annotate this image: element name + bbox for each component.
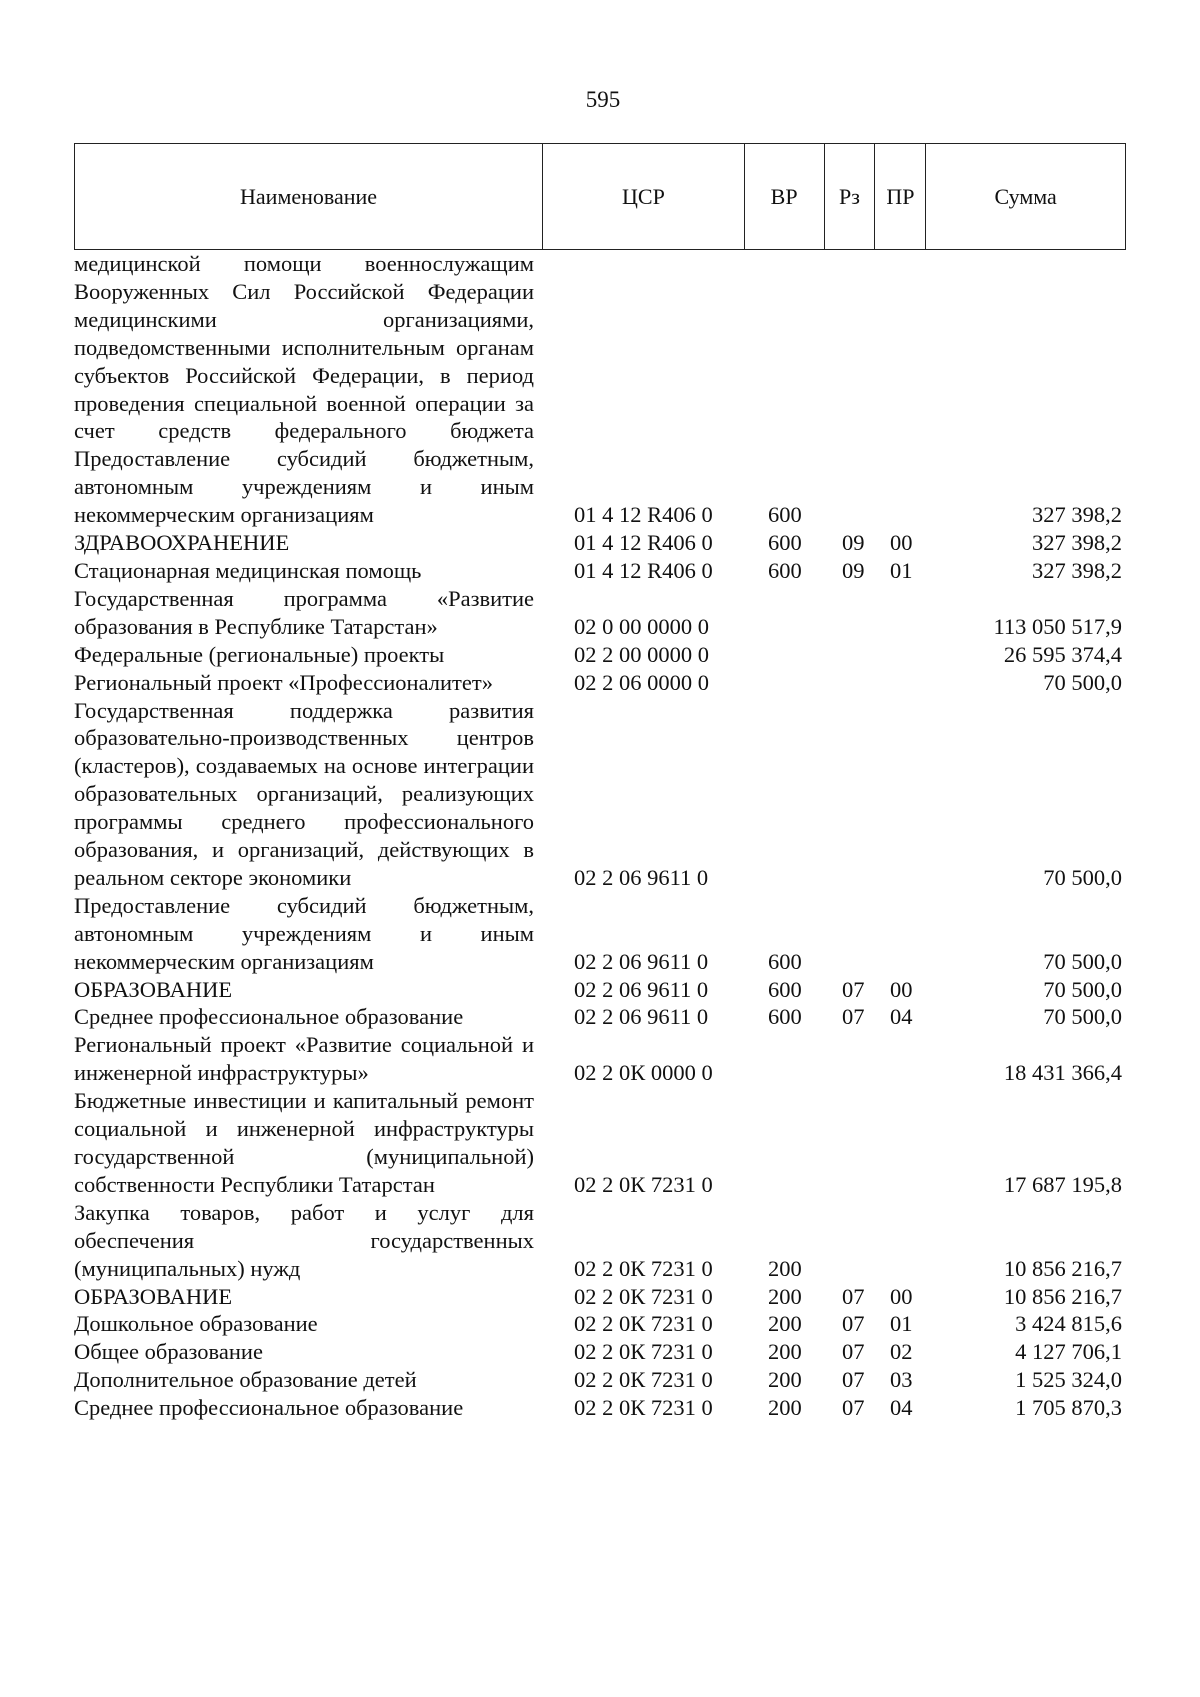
row-csr: 02 2 06 9611 0 (574, 1004, 709, 1030)
row-name: Дошкольное образование (74, 1311, 318, 1337)
row-sum: 70 500,0 (1043, 976, 1122, 1002)
row-name: медицинской помощи военнослужащим Вооруженных Сил Российской Федерации медицинскими организациями, подведомственными исполнительным органам субъектов Российской Федерации, в период проведения специальной военной операции за счет средств федерального бюджета (74, 251, 534, 444)
row-sum: 327 398,2 (1032, 502, 1122, 528)
table-row (74, 697, 1134, 892)
table-row (74, 250, 1134, 445)
table-row (74, 1310, 1134, 1338)
row-name: Среднее профессиональное образование (74, 1395, 464, 1421)
row-rz: 07 (842, 1004, 865, 1030)
row-vr: 200 (768, 1395, 802, 1421)
row-csr: 02 2 0К 7231 0 (574, 1255, 713, 1281)
row-sum: 70 500,0 (1043, 864, 1122, 890)
row-sum: 1 525 324,0 (1015, 1367, 1122, 1393)
row-name: Региональный проект «Развитие социальной и инженерной инфраструктуры» (74, 1032, 534, 1086)
table-row (74, 669, 1134, 697)
row-pr: 04 (890, 1004, 913, 1030)
row-sum: 70 500,0 (1043, 1004, 1122, 1030)
table-row (74, 641, 1134, 669)
row-csr: 02 2 0К 7231 0 (574, 1311, 713, 1337)
header-name: Наименование (75, 144, 543, 249)
row-csr: 01 4 12 R406 0 (574, 502, 713, 528)
table-row (74, 1087, 1134, 1199)
row-pr: 00 (890, 1283, 913, 1309)
row-rz: 09 (842, 530, 865, 556)
row-csr: 02 2 06 9611 0 (574, 948, 709, 974)
row-pr: 01 (890, 557, 913, 583)
row-sum: 113 050 517,9 (993, 613, 1122, 639)
row-sum: 1 705 870,3 (1015, 1395, 1122, 1421)
row-vr: 200 (768, 1283, 802, 1309)
row-name: Государственная программа «Развитие образования в Республике Татарстан» (74, 585, 534, 639)
row-csr: 02 2 00 0000 0 (574, 641, 709, 667)
table-row (74, 1394, 1134, 1422)
row-name: Предоставление субсидий бюджетным, автономным учреждениям и иным некоммерческим организациям (74, 892, 534, 974)
row-name: ОБРАЗОВАНИЕ (74, 976, 233, 1002)
row-csr: 01 4 12 R406 0 (574, 530, 713, 556)
row-sum: 10 856 216,7 (1003, 1283, 1122, 1309)
row-sum: 3 424 815,6 (1015, 1311, 1122, 1337)
row-pr: 00 (890, 976, 913, 1002)
row-pr: 03 (890, 1367, 913, 1393)
row-vr: 600 (768, 976, 802, 1002)
row-pr: 04 (890, 1395, 913, 1421)
header-rz: Рз (825, 144, 876, 249)
table-row (74, 976, 1134, 1004)
row-name: Дополнительное образование детей (74, 1367, 417, 1393)
table-row (74, 1366, 1134, 1394)
row-csr: 02 2 06 9611 0 (574, 976, 709, 1002)
header-sum: Сумма (994, 183, 1057, 209)
row-csr: 02 2 0К 7231 0 (574, 1283, 713, 1309)
table-row (74, 892, 1134, 976)
row-vr: 600 (768, 1004, 802, 1030)
row-rz: 07 (842, 1367, 865, 1393)
row-vr: 600 (768, 948, 802, 974)
row-csr: 02 2 0К 7231 0 (574, 1171, 713, 1197)
row-sum: 327 398,2 (1032, 530, 1122, 556)
row-pr: 02 (890, 1339, 913, 1365)
row-rz: 07 (842, 1339, 865, 1365)
row-name: Региональный проект «Профессионалитет» (74, 669, 493, 695)
header-pr: ПР (875, 144, 926, 249)
row-rz: 07 (842, 1283, 865, 1309)
row-name: Закупка товаров, работ и услуг для обеспечения государственных (муниципальных) нужд (74, 1199, 534, 1281)
table-row (74, 585, 1134, 641)
row-name: ЗДРАВООХРАНЕНИЕ (74, 530, 290, 556)
header-csr: ЦСР (543, 144, 745, 249)
table-row (74, 445, 1134, 529)
row-vr: 600 (768, 502, 802, 528)
table-row (74, 1283, 1134, 1311)
table-row (74, 557, 1134, 585)
row-sum: 70 500,0 (1043, 669, 1122, 695)
row-sum: 26 595 374,4 (1003, 641, 1122, 667)
row-sum: 18 431 366,4 (1003, 1060, 1122, 1086)
row-name: Предоставление субсидий бюджетным, автономным учреждениям и иным некоммерческим организациям (74, 446, 534, 528)
row-rz: 07 (842, 1395, 865, 1421)
table-row (74, 529, 1134, 557)
row-rz: 09 (842, 557, 865, 583)
row-rz: 07 (842, 1311, 865, 1337)
page-number: 595 (585, 87, 621, 112)
header-vr: ВР (745, 144, 825, 249)
row-pr: 00 (890, 530, 913, 556)
row-vr: 600 (768, 557, 802, 583)
row-csr: 02 2 06 0000 0 (574, 669, 709, 695)
row-pr: 01 (890, 1311, 913, 1337)
table-row (74, 1031, 1134, 1087)
row-name: Бюджетные инвестиции и капитальный ремонт социальной и инженерной инфраструктуры государственной (муниципальной) собственности Республики Татарстан (74, 1088, 534, 1197)
row-csr: 02 2 06 9611 0 (574, 864, 709, 890)
row-csr: 02 2 0К 0000 0 (574, 1060, 713, 1086)
row-csr: 02 2 0К 7231 0 (574, 1339, 713, 1365)
row-sum: 327 398,2 (1032, 557, 1122, 583)
row-csr: 02 2 0К 7231 0 (574, 1367, 713, 1393)
row-csr: 01 4 12 R406 0 (574, 557, 713, 583)
row-rz: 07 (842, 976, 865, 1002)
row-name: Федеральные (региональные) проекты (74, 641, 445, 667)
row-vr: 600 (768, 530, 802, 556)
row-vr: 200 (768, 1311, 802, 1337)
row-name: Стационарная медицинская помощь (74, 557, 422, 583)
table-row (74, 1003, 1134, 1031)
row-sum: 4 127 706,1 (1015, 1339, 1122, 1365)
row-name: Государственная поддержка развития образовательно-производственных центров (кластеров), создаваемых на основе интеграции образовательных организаций, реализующих программы среднего профессионального образования, и организаций, действующих в реальном секторе экономики (74, 697, 534, 890)
row-sum: 10 856 216,7 (1003, 1255, 1122, 1281)
row-csr: 02 2 0К 7231 0 (574, 1395, 713, 1421)
row-name: ОБРАЗОВАНИЕ (74, 1283, 233, 1309)
row-sum: 70 500,0 (1043, 948, 1122, 974)
row-vr: 200 (768, 1255, 802, 1281)
row-csr: 02 0 00 0000 0 (574, 613, 709, 639)
row-name: Общее образование (74, 1339, 263, 1365)
row-vr: 200 (768, 1339, 802, 1365)
row-vr: 200 (768, 1367, 802, 1393)
table-row (74, 1199, 1134, 1283)
row-sum: 17 687 195,8 (1003, 1171, 1122, 1197)
table-body (74, 250, 1134, 1422)
row-name: Среднее профессиональное образование (74, 1004, 464, 1030)
table-row (74, 1338, 1134, 1366)
table-header (74, 143, 1126, 250)
